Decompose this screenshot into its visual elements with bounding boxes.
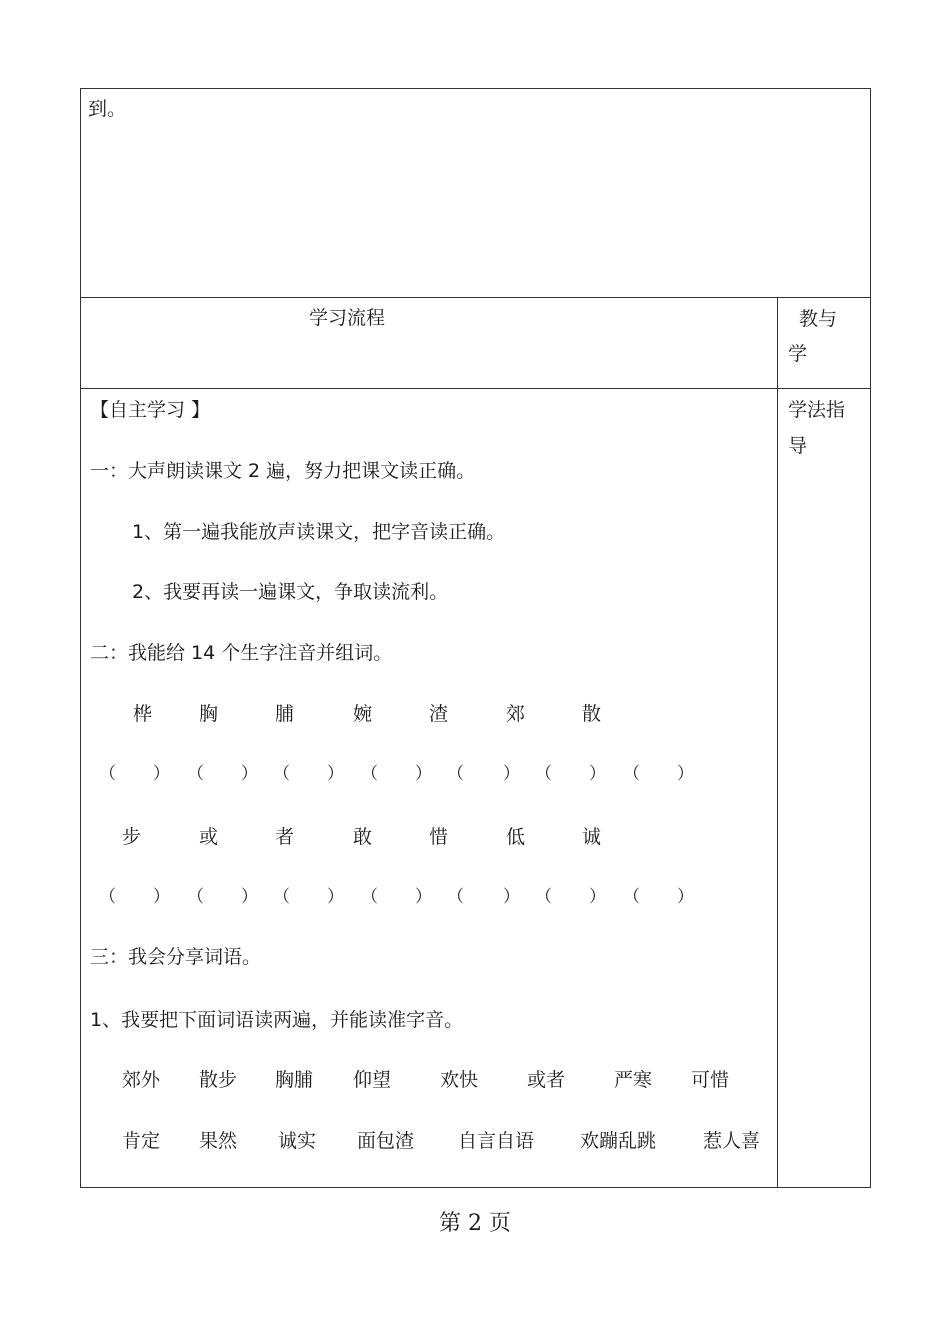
blank-close-paren: ） (589, 887, 606, 907)
blank-open-paren: （ (623, 764, 640, 784)
blank-close-paren: ） (677, 887, 694, 907)
page-number: 第 2 页 (439, 1211, 511, 1236)
word-item: 果然 (199, 1130, 238, 1152)
blank-open-paren: （ (447, 887, 464, 907)
char-item: 散 (582, 703, 602, 725)
blank-close-paren: ） (503, 764, 520, 784)
word-item: 或者 (527, 1069, 566, 1091)
section-two-title: 二：我能给 14 个生字注音并组词。 (90, 642, 393, 664)
char-item: 脯 (275, 703, 295, 725)
char-item: 低 (506, 826, 526, 848)
side-line2: 导 (788, 435, 808, 457)
char-item: 渣 (429, 703, 449, 725)
blank-open-paren: （ (187, 764, 204, 784)
blank-open-paren: （ (273, 887, 290, 907)
word-item: 面包渣 (357, 1130, 415, 1152)
top-cell (81, 89, 870, 298)
char-item: 胸 (199, 703, 219, 725)
blank-open-paren: （ (273, 764, 290, 784)
blank-open-paren: （ (535, 887, 552, 907)
char-item: 桦 (133, 703, 153, 725)
word-item: 仰望 (353, 1069, 392, 1091)
blank-open-paren: （ (535, 764, 552, 784)
blank-close-paren: ） (327, 764, 344, 784)
blank-close-paren: ） (415, 887, 432, 907)
section-one-item2: 2、我要再读一遍课文，争取读流利。 (132, 581, 449, 603)
section-one-title: 一：大声朗读课文 2 遍，努力把课文读正确。 (90, 460, 476, 482)
word-item: 自言自语 (458, 1130, 535, 1152)
blank-close-paren: ） (327, 887, 344, 907)
lesson-table (80, 88, 871, 1188)
section-one-item1: 1、第一遍我能放声读课文，把字音读正确。 (132, 521, 506, 543)
word-item: 严寒 (614, 1069, 653, 1091)
char-item: 者 (275, 826, 295, 848)
header-flow: 学习流程 (309, 307, 386, 329)
section-three-item1: 1、我要把下面词语读两遍，并能读准字音。 (90, 1009, 464, 1031)
side-line1: 学法指 (788, 399, 846, 421)
header-teach-line1: 教与 (799, 308, 838, 330)
blank-close-paren: ） (241, 887, 258, 907)
char-item: 惜 (429, 826, 449, 848)
blank-close-paren: ） (589, 764, 606, 784)
blank-open-paren: （ (187, 887, 204, 907)
word-item: 郊外 (122, 1069, 161, 1091)
section-three-title: 三：我会分享词语。 (90, 946, 262, 968)
word-item: 肯定 (122, 1130, 161, 1152)
blank-open-paren: （ (361, 887, 378, 907)
word-item: 惹人喜 (703, 1130, 761, 1152)
blank-close-paren: ） (415, 764, 432, 784)
blank-close-paren: ） (153, 764, 170, 784)
word-item: 诚实 (278, 1130, 317, 1152)
word-item: 胸脯 (275, 1069, 314, 1091)
section-title: 【自主学习 】 (90, 399, 211, 421)
column-divider (777, 298, 778, 1187)
blank-open-paren: （ (361, 764, 378, 784)
blank-open-paren: （ (99, 887, 116, 907)
word-item: 可惜 (691, 1069, 730, 1091)
header-teach-line2: 学 (788, 343, 808, 365)
blank-close-paren: ） (677, 764, 694, 784)
blank-close-paren: ） (503, 887, 520, 907)
char-item: 郊 (506, 703, 526, 725)
char-item: 步 (122, 826, 142, 848)
blank-open-paren: （ (623, 887, 640, 907)
word-item: 欢蹦乱跳 (580, 1130, 657, 1152)
word-item: 欢快 (440, 1069, 479, 1091)
blank-open-paren: （ (99, 764, 116, 784)
char-item: 敢 (353, 826, 373, 848)
word-item: 散步 (199, 1069, 238, 1091)
char-item: 或 (199, 826, 219, 848)
char-item: 婉 (353, 703, 373, 725)
header-row-divider (81, 388, 870, 389)
top-cell-text: 到。 (88, 98, 127, 120)
blank-close-paren: ） (241, 764, 258, 784)
char-item: 诚 (582, 826, 602, 848)
blank-close-paren: ） (153, 887, 170, 907)
blank-open-paren: （ (447, 764, 464, 784)
